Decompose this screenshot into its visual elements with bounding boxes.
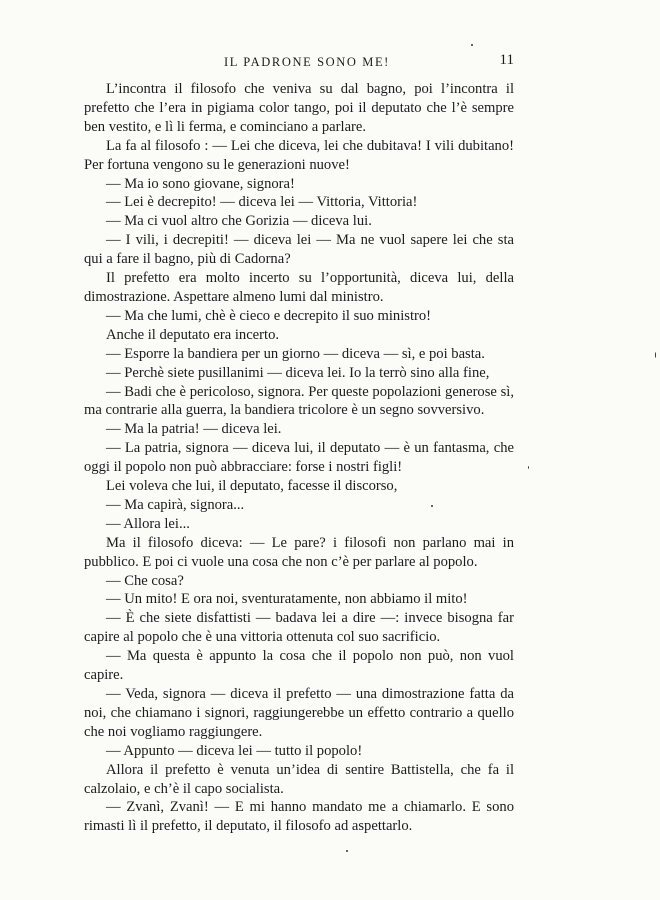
paragraph: — La patria, signora — diceva lui, il deputato — è un fantasma, che oggi il popolo non può abbracciare: forse i nostri figli! [84,440,514,476]
paragraph: — Ma io sono giovane, signora! [106,175,295,192]
paragraph: Anche il deputato era incerto. [106,326,280,343]
body-text [84,80,514,836]
paragraph: Lei voleva che lui, il deputato, facesse il discorso, [106,478,398,495]
paragraph: Ma il filosofo diceva: — Le pare? i filosofi non parlano mai in pubblico. E poi ci vuole una cosa che non c’è per parlare al popolo. [84,534,514,570]
paragraph: — Appunto — diceva lei — tutto il popolo! [106,742,363,759]
paragraph: — Che cosa? [106,572,184,589]
speck [471,44,473,46]
paragraph: — Lei è decrepito! — diceva lei — Vittoria, Vittoria! [106,194,418,211]
running-head-title: IL PADRONE SONO ME! [224,55,390,69]
paragraph: — È che siete disfattisti — badava lei a dire —: invece bisogna far capire al popolo che è una vittoria ottenuta col suo sacrificio. [84,610,514,646]
paragraph: — Veda, signora — diceva il prefetto — una dimostrazione fatta da noi, che chiamano i signori, raggiungerebbe un effetto contrario a quello che noi vogliamo raggiungere. [84,686,514,740]
paragraph: — Perchè siete pusillanimi — diceva lei. Io la terrò sino alla fine, [106,364,490,381]
paragraph: — I vili, i decrepiti! — diceva lei — Ma ne vuol sapere lei che sta qui a fare il bagno, più di Cadorna? [84,232,514,268]
paragraph: — Ma ci vuol altro che Gorizia — diceva lui. [106,213,372,230]
paragraph: — Allora lei... [106,515,190,532]
paragraph: L’incontra il filosofo che veniva su dal bagno, poi l’incontra il prefetto che l’era in pigiama color tango, poi il deputato che l’è sempre ben vestito, e lì li ferma, e cominciano a parlare. [84,81,514,135]
paragraph: — Badi che è pericoloso, signora. Per queste popolazioni generose sì, ma contrarie alla guerra, la bandiera tricolore è un segno sovversivo. [84,383,514,419]
paragraph: — Ma che lumi, chè è cieco e decrepito il suo ministro! [106,307,432,324]
paragraph: — Un mito! E ora noi, sventuratamente, non abbiamo il mito! [106,591,468,608]
page-number: 11 [499,52,514,68]
paragraph: Il prefetto era molto incerto su l’opportunità, diceva lui, della dimostrazione. Aspettare almeno lumi dal ministro. [84,270,514,305]
paragraph: — Ma questa è appunto la cosa che il popolo non può, non vuol capire. [84,648,514,684]
speck [346,850,348,852]
paragraph: — Esporre la bandiera per un giorno — diceva — sì, e poi basta. [106,345,485,362]
speck [655,352,656,358]
speck [528,466,529,469]
paragraph: La fa al filosofo : — Lei che diceva, lei che dubitava! I vili dubitano! Per fortuna vengono su le generazioni nuove! [84,137,514,173]
paragraph: Allora il prefetto è venuta un’idea di sentire Battistella, che fa il calzolaio, e ch’è il capo socialista. [84,761,514,797]
paragraph: — Ma capirà, signora... [106,496,245,513]
speck [431,505,433,507]
paragraph: — Zvanì, Zvanì! — E mi hanno mandato me a chiamarlo. E sono rimasti lì il prefetto, il deputato, il filosofo ad aspettarlo. [84,799,514,835]
paragraph: — Ma la patria! — diceva lei. [106,421,282,438]
